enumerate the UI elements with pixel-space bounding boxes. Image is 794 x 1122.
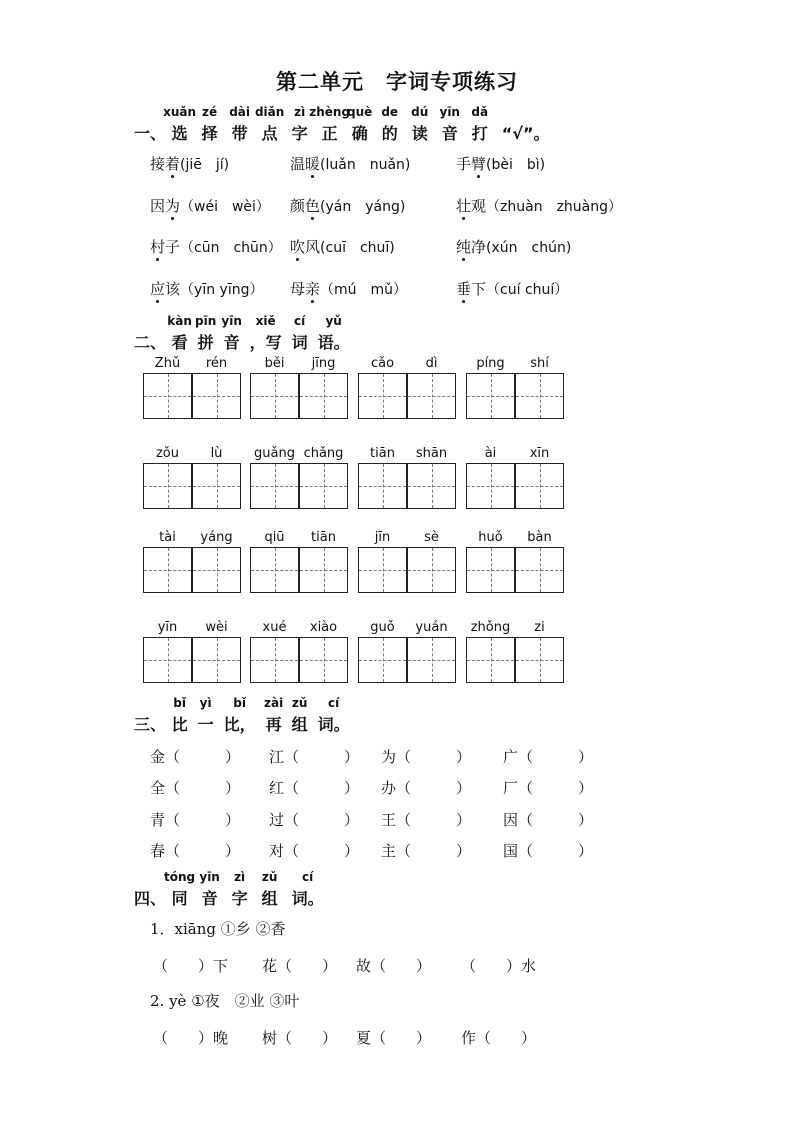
section4-heading-char <box>199 870 220 909</box>
section4-heading-hanzi: 音 <box>201 889 218 908</box>
grid-guide <box>467 570 514 571</box>
section2-heading-pinyin: yīn <box>221 314 242 328</box>
grid-pinyin: xiào <box>309 620 338 635</box>
section1-heading <box>134 105 550 144</box>
section3-heading-char <box>291 696 308 735</box>
section1-heading-pinyin: zé <box>202 105 218 119</box>
writing-box[interactable] <box>143 373 192 419</box>
writing-box[interactable] <box>515 463 564 509</box>
writing-box[interactable] <box>466 547 515 593</box>
writing-box[interactable] <box>515 547 564 593</box>
writing-box[interactable] <box>407 547 456 593</box>
section1-heading-char <box>163 105 197 144</box>
section4-heading-pinyin: zǔ <box>261 870 278 884</box>
writing-box[interactable] <box>407 373 456 419</box>
grid-guide <box>408 660 455 661</box>
section4-heading-hanzi: 词。 <box>291 889 324 908</box>
section4-heading-char <box>291 870 324 909</box>
writing-box[interactable] <box>407 637 456 683</box>
word-char: 观 <box>471 197 487 215</box>
word-char: 垂 <box>456 280 472 298</box>
pronunciation-item <box>290 236 395 257</box>
section3-heading-pinyin: yì <box>199 696 212 710</box>
writing-box[interactable] <box>143 547 192 593</box>
grid-guide <box>467 660 514 661</box>
section4-heading-pinyin: yīn <box>199 870 220 884</box>
writing-box[interactable] <box>192 637 241 683</box>
homophone-blank[interactable]: 故（ ） <box>356 957 432 975</box>
grid-pinyin: rén <box>205 356 228 371</box>
grid-pinyin: yáng <box>200 530 233 545</box>
grid-pinyin: Zhǔ <box>154 356 181 371</box>
writing-box[interactable] <box>358 373 407 419</box>
grid-guide <box>359 486 406 487</box>
section3-heading-hanzi: 比， <box>223 715 256 734</box>
homophone-blank[interactable]: 树（ ） <box>262 1029 338 1047</box>
pronunciation-item <box>290 153 410 174</box>
pinyin-options[interactable]: （yīn yīng） <box>180 282 264 298</box>
section2-heading-char <box>291 314 308 353</box>
grid-guide <box>359 396 406 397</box>
section4-heading-hanzi: 同 <box>171 889 188 908</box>
section1-heading-pinyin: zhèng <box>309 105 351 119</box>
grid-pinyin: xīn <box>529 446 550 461</box>
grid-guide <box>144 486 191 487</box>
pronunciation-item <box>456 195 622 216</box>
section2-heading-pinyin: kàn <box>167 314 192 328</box>
section1-tail: “√”。 <box>501 124 550 143</box>
grid-guide <box>144 396 191 397</box>
pinyin-options[interactable]: (luǎn nuǎn) <box>320 157 411 173</box>
compare-word-blank[interactable]: 对（ ） <box>269 842 360 860</box>
writing-box[interactable] <box>407 463 456 509</box>
word-char: 下 <box>471 280 487 298</box>
section2-number: 二、 <box>134 333 167 352</box>
section4-heading <box>134 870 338 909</box>
section4-heading-char <box>261 870 278 909</box>
homophone-blank[interactable]: （ ）下 <box>153 957 229 975</box>
grid-pinyin: bàn <box>527 530 552 545</box>
word-char: 风 <box>305 238 321 256</box>
grid-pinyin: qiū <box>264 530 285 545</box>
writing-box[interactable] <box>192 547 241 593</box>
grid-guide <box>193 396 240 397</box>
section1-heading-hanzi: 字 <box>291 124 308 143</box>
section1-heading-char <box>381 105 399 144</box>
section3-heading-pinyin: bǐ <box>233 696 246 710</box>
section2-heading <box>134 314 360 353</box>
grid-guide <box>359 570 406 571</box>
section1-heading-pinyin: diǎn <box>254 105 285 119</box>
section3-heading-pinyin: bǐ <box>173 696 186 710</box>
section2-heading-char <box>317 314 350 353</box>
section3-heading-hanzi: 比 <box>171 715 188 734</box>
section1-heading-pinyin: què <box>347 105 373 119</box>
writing-box[interactable] <box>299 463 348 509</box>
pronunciation-item <box>290 278 407 299</box>
grid-guide <box>408 486 455 487</box>
pinyin-options[interactable]: (yán yáng) <box>320 199 406 215</box>
section1-heading-hanzi: 带 <box>231 124 248 143</box>
word-char: 吹 <box>290 238 306 256</box>
section1-heading-pinyin: dú <box>411 105 429 119</box>
compare-word-blank[interactable]: 过（ ） <box>269 811 360 829</box>
page-title: 第二单元 字词专项练习 <box>276 69 518 94</box>
compare-word-blank[interactable]: 全（ ） <box>150 779 241 797</box>
grid-guide <box>408 396 455 397</box>
section3-heading-char <box>317 696 350 735</box>
grid-pinyin: zǒu <box>155 446 180 461</box>
writing-box[interactable] <box>250 547 299 593</box>
section1-heading-hanzi: 的 <box>381 124 398 143</box>
pronunciation-item <box>150 195 270 216</box>
grid-pinyin: chǎng <box>303 446 344 461</box>
section1-heading-char <box>229 105 251 144</box>
section2-heading-pinyin: yǔ <box>325 314 342 328</box>
section3-heading <box>134 696 360 735</box>
word-char: 子 <box>165 238 181 256</box>
section2-heading-hanzi: ，写 <box>249 333 282 352</box>
grid-pinyin: guǎng <box>254 446 295 461</box>
word-char: 应 <box>150 280 166 298</box>
writing-box[interactable] <box>143 463 192 509</box>
section1-heading-char <box>309 105 351 144</box>
grid-guide <box>251 660 298 661</box>
compare-word-blank[interactable]: 春（ ） <box>150 842 241 860</box>
section1-heading-hanzi: 音 <box>441 124 458 143</box>
writing-box[interactable] <box>192 373 241 419</box>
compare-word-blank[interactable]: 王（ ） <box>381 811 472 829</box>
q1-prompt: 1．xiāng ①乡 ②香 <box>150 920 286 938</box>
pinyin-options[interactable]: （cuí chuí） <box>486 282 569 298</box>
writing-box[interactable] <box>192 463 241 509</box>
section2-heading-hanzi: 语。 <box>317 333 350 352</box>
pinyin-options[interactable]: (bèi bì) <box>486 157 546 173</box>
compare-word-blank[interactable]: 广（ ） <box>503 748 594 766</box>
pronunciation-item <box>150 236 282 257</box>
writing-box[interactable] <box>250 463 299 509</box>
word-char: 臂 <box>471 155 487 173</box>
compare-word-blank[interactable]: 为（ ） <box>381 748 472 766</box>
grid-guide <box>193 486 240 487</box>
section3-heading-char <box>171 696 188 735</box>
compare-word-blank[interactable]: 国（ ） <box>503 842 594 860</box>
pinyin-options[interactable]: (cuī chuī) <box>320 240 395 256</box>
pronunciation-item <box>456 278 568 299</box>
writing-box[interactable] <box>466 637 515 683</box>
section3-heading-char <box>264 696 284 735</box>
homophone-blank[interactable]: 作（ ） <box>461 1029 537 1047</box>
section2-heading-hanzi: 音 <box>223 333 240 352</box>
writing-box[interactable] <box>250 373 299 419</box>
section2-heading-hanzi: 词 <box>291 333 308 352</box>
grid-guide <box>516 396 563 397</box>
section1-heading-char <box>471 105 489 144</box>
word-char: 温 <box>290 155 306 173</box>
grid-guide <box>467 396 514 397</box>
pronunciation-item <box>150 278 263 299</box>
grid-guide <box>467 486 514 487</box>
section4-heading-hanzi: 字 <box>231 889 248 908</box>
section1-heading-hanzi: 正 <box>321 124 338 143</box>
writing-box[interactable] <box>299 637 348 683</box>
word-char: 颜 <box>290 197 306 215</box>
grid-guide <box>516 570 563 571</box>
writing-box[interactable] <box>358 547 407 593</box>
word-char: 手 <box>456 155 472 173</box>
pronunciation-item <box>290 195 405 216</box>
section2-heading-char <box>249 314 282 353</box>
writing-box[interactable] <box>466 463 515 509</box>
writing-box[interactable] <box>466 373 515 419</box>
section3-heading-pinyin: zài <box>264 696 284 710</box>
section1-heading-pinyin: yīn <box>439 105 460 119</box>
grid-guide <box>516 486 563 487</box>
section4-heading-hanzi: 组 <box>261 889 278 908</box>
word-char: 村 <box>150 238 166 256</box>
grid-pinyin: píng <box>476 356 505 371</box>
section3-heading-hanzi: 组 <box>291 715 308 734</box>
section2-heading-pinyin: xiě <box>255 314 276 328</box>
grid-pinyin: ài <box>484 446 497 461</box>
grid-pinyin: yuán <box>415 620 448 635</box>
grid-guide <box>516 660 563 661</box>
word-char: 亲 <box>305 280 321 298</box>
word-char: 母 <box>290 280 306 298</box>
section3-heading-hanzi: 词。 <box>317 715 350 734</box>
grid-guide <box>193 570 240 571</box>
word-char: 该 <box>165 280 181 298</box>
grid-guide <box>144 660 191 661</box>
homophone-blank[interactable]: （ ）水 <box>461 957 537 975</box>
section4-heading-pinyin: zì <box>234 870 246 884</box>
word-char: 为 <box>165 197 181 215</box>
section3-number: 三、 <box>134 715 167 734</box>
section2-heading-char <box>221 314 242 353</box>
section2-heading-hanzi: 看 <box>171 333 188 352</box>
section1-heading-pinyin: xuǎn <box>163 105 197 119</box>
grid-pinyin: tiān <box>311 530 336 545</box>
section1-heading-char <box>201 105 218 144</box>
section4-heading-char <box>231 870 248 909</box>
word-char: 着 <box>165 155 181 173</box>
section3-heading-char <box>223 696 256 735</box>
grid-guide <box>300 396 347 397</box>
compare-word-blank[interactable]: 红（ ） <box>269 779 360 797</box>
writing-box[interactable] <box>250 637 299 683</box>
pinyin-options[interactable]: （wéi wèi） <box>180 199 270 215</box>
grid-guide <box>408 570 455 571</box>
grid-pinyin: běi <box>264 356 285 371</box>
section2-heading-char <box>167 314 192 353</box>
grid-guide <box>359 660 406 661</box>
writing-box[interactable] <box>515 637 564 683</box>
writing-box[interactable] <box>515 373 564 419</box>
section4-heading-pinyin: cí <box>302 870 314 884</box>
grid-pinyin: jīng <box>311 356 336 371</box>
word-char: 壮 <box>456 197 472 215</box>
word-char: 色 <box>305 197 321 215</box>
section2-heading-pinyin: cí <box>294 314 306 328</box>
homophone-blank[interactable]: 夏（ ） <box>356 1029 432 1047</box>
word-char: 暖 <box>305 155 321 173</box>
section1-heading-pinyin: dài <box>229 105 251 119</box>
grid-pinyin: jīn <box>374 530 391 545</box>
section1-heading-pinyin: zì <box>294 105 306 119</box>
grid-guide <box>251 570 298 571</box>
section1-heading-char <box>347 105 373 144</box>
word-char: 纯 <box>456 238 472 256</box>
pinyin-options[interactable]: (jiē jí) <box>180 157 230 173</box>
section1-heading-char <box>291 105 308 144</box>
compare-word-blank[interactable]: 江（ ） <box>269 748 360 766</box>
grid-pinyin: zhǒng <box>470 620 511 635</box>
writing-box[interactable] <box>299 547 348 593</box>
homophone-blank[interactable]: （ ）晚 <box>153 1029 229 1047</box>
grid-pinyin: yīn <box>157 620 178 635</box>
grid-pinyin: shí <box>530 356 549 371</box>
grid-pinyin: dì <box>425 356 438 371</box>
section1-heading-hanzi: 选 <box>171 124 188 143</box>
section3-heading-pinyin: cí <box>328 696 340 710</box>
section1-heading-char <box>411 105 429 144</box>
grid-pinyin: shān <box>415 446 448 461</box>
section1-heading-pinyin: de <box>381 105 399 119</box>
section1-heading-char <box>439 105 460 144</box>
section1-heading-hanzi: 读 <box>411 124 428 143</box>
section3-heading-hanzi: 一 <box>197 715 214 734</box>
pronunciation-item <box>150 153 229 174</box>
compare-word-blank[interactable]: 青（ ） <box>150 811 241 829</box>
section2-heading-char <box>194 314 217 353</box>
compare-word-blank[interactable]: 主（ ） <box>381 842 472 860</box>
grid-pinyin: huǒ <box>478 530 503 545</box>
section2-heading-pinyin: pīn <box>194 314 217 328</box>
grid-pinyin: tài <box>159 530 176 545</box>
section1-number: 一、 <box>134 124 167 143</box>
grid-pinyin: guǒ <box>370 620 395 635</box>
grid-guide <box>300 486 347 487</box>
writing-box[interactable] <box>143 637 192 683</box>
pinyin-options[interactable]: (xún chún) <box>486 240 572 256</box>
word-char: 净 <box>471 238 487 256</box>
section4-number: 四、 <box>134 889 167 908</box>
writing-box[interactable] <box>358 637 407 683</box>
pinyin-options[interactable]: （zhuàn zhuàng） <box>486 199 623 215</box>
q2-prompt: 2. yè ①夜 ②业 ③叶 <box>150 992 300 1010</box>
compare-word-blank[interactable]: 因（ ） <box>503 811 594 829</box>
grid-pinyin: lù <box>210 446 223 461</box>
section3-heading-char <box>197 696 214 735</box>
word-char: 因 <box>150 197 166 215</box>
section1-heading-hanzi: 打 <box>471 124 488 143</box>
section3-heading-pinyin: zǔ <box>291 696 308 710</box>
grid-guide <box>300 570 347 571</box>
section1-heading-hanzi: 点 <box>261 124 278 143</box>
writing-box[interactable] <box>358 463 407 509</box>
grid-pinyin: xué <box>262 620 287 635</box>
section4-heading-pinyin: tóng <box>164 870 196 884</box>
writing-box[interactable] <box>299 373 348 419</box>
grid-guide <box>193 660 240 661</box>
grid-pinyin: wèi <box>205 620 228 635</box>
grid-guide <box>144 570 191 571</box>
section1-heading-hanzi: 择 <box>201 124 218 143</box>
pronunciation-item <box>456 236 571 257</box>
section1-heading-pinyin: dǎ <box>471 105 489 119</box>
grid-pinyin: sè <box>424 530 439 545</box>
section1-heading-char <box>254 105 285 144</box>
compare-word-blank[interactable]: 办（ ） <box>381 779 472 797</box>
grid-guide <box>300 660 347 661</box>
grid-pinyin: tiān <box>370 446 395 461</box>
section3-heading-hanzi: 再 <box>265 715 282 734</box>
homophone-blank[interactable]: 花（ ） <box>262 957 338 975</box>
compare-word-blank[interactable]: 金（ ） <box>150 748 241 766</box>
pinyin-options[interactable]: （mú mǔ） <box>320 282 408 298</box>
grid-guide <box>251 396 298 397</box>
word-char: 接 <box>150 155 166 173</box>
grid-pinyin: zi <box>534 620 545 635</box>
grid-guide <box>251 486 298 487</box>
pronunciation-item <box>456 153 545 174</box>
compare-word-blank[interactable]: 厂（ ） <box>503 779 594 797</box>
grid-pinyin: cǎo <box>370 356 395 371</box>
section1-heading-hanzi: 确 <box>351 124 368 143</box>
section4-heading-char <box>164 870 196 909</box>
pinyin-options[interactable]: （cūn chūn） <box>180 240 282 256</box>
section2-heading-hanzi: 拼 <box>197 333 214 352</box>
